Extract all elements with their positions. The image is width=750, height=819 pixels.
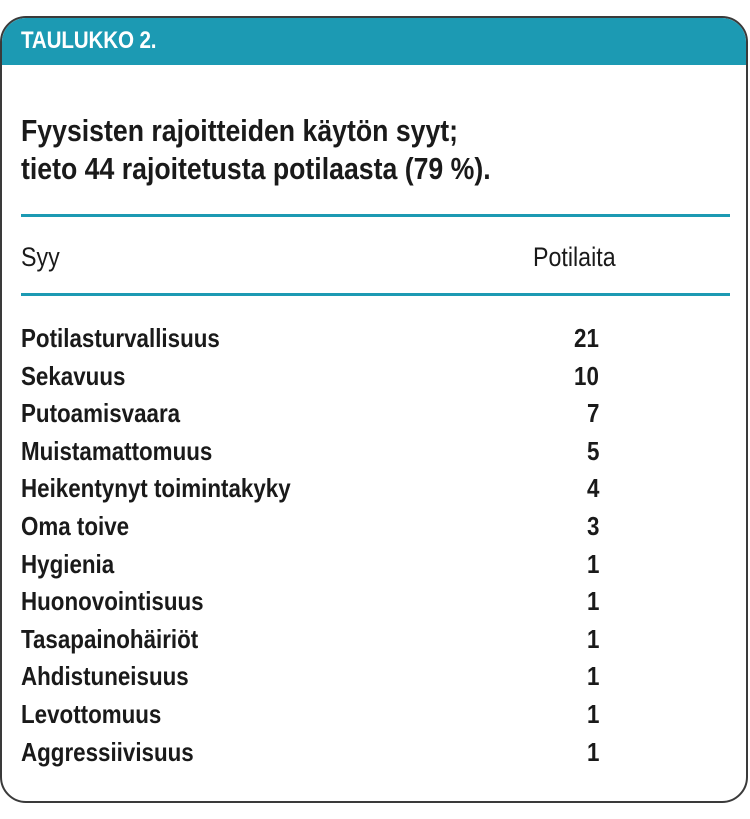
row-cause: Tasapainohäiriöt [21, 623, 199, 654]
row-count: 1 [586, 661, 599, 692]
row-cause: Sekavuus [21, 360, 126, 391]
row-cause: Muistamattomuus [21, 435, 213, 466]
header-bar [2, 18, 746, 65]
table-card [0, 16, 748, 803]
row-cause: Huonovointisuus [21, 586, 204, 617]
header-divider [21, 293, 730, 296]
row-count: 4 [586, 473, 599, 504]
table-title-line-2: tieto 44 rajoitetusta potilaasta (79 %). [21, 151, 491, 186]
table-title-line-1: Fyysisten rajoitteiden käytön syyt; [21, 113, 459, 148]
table-row [21, 546, 601, 584]
table-row [21, 508, 601, 546]
table-title [21, 112, 623, 188]
row-cause: Heikentynyt toimintakyky [21, 473, 291, 504]
table-row [21, 583, 601, 621]
table-row [21, 433, 601, 471]
table-number-label: TAULUKKO 2. [21, 27, 157, 54]
table-row [21, 395, 601, 433]
row-count: 1 [586, 548, 599, 579]
table-row [21, 320, 601, 358]
row-count: 3 [586, 510, 599, 541]
row-count: 1 [586, 698, 599, 729]
row-cause: Ahdistuneisuus [21, 661, 189, 692]
table-body [21, 320, 601, 771]
table-row [21, 621, 601, 659]
table-row [21, 658, 601, 696]
row-cause: Levottomuus [21, 698, 162, 729]
column-header-count: Potilaita [533, 242, 616, 272]
row-count: 1 [586, 623, 599, 654]
row-count: 1 [586, 736, 599, 767]
row-cause: Potilasturvallisuus [21, 323, 220, 353]
table-row [21, 734, 601, 772]
row-cause: Putoamisvaara [21, 398, 181, 429]
row-cause: Aggressiivisuus [21, 736, 194, 767]
column-header-cause: Syy [21, 242, 60, 272]
row-cause: Oma toive [21, 510, 130, 541]
row-cause: Hygienia [21, 548, 115, 579]
row-count: 1 [586, 586, 599, 617]
table-row [21, 470, 601, 508]
row-count: 10 [574, 360, 599, 391]
row-count: 5 [586, 435, 599, 466]
table-row [21, 358, 601, 396]
top-divider [21, 214, 730, 217]
table-row [21, 696, 601, 734]
row-count: 21 [574, 323, 599, 353]
row-count: 7 [586, 398, 599, 429]
